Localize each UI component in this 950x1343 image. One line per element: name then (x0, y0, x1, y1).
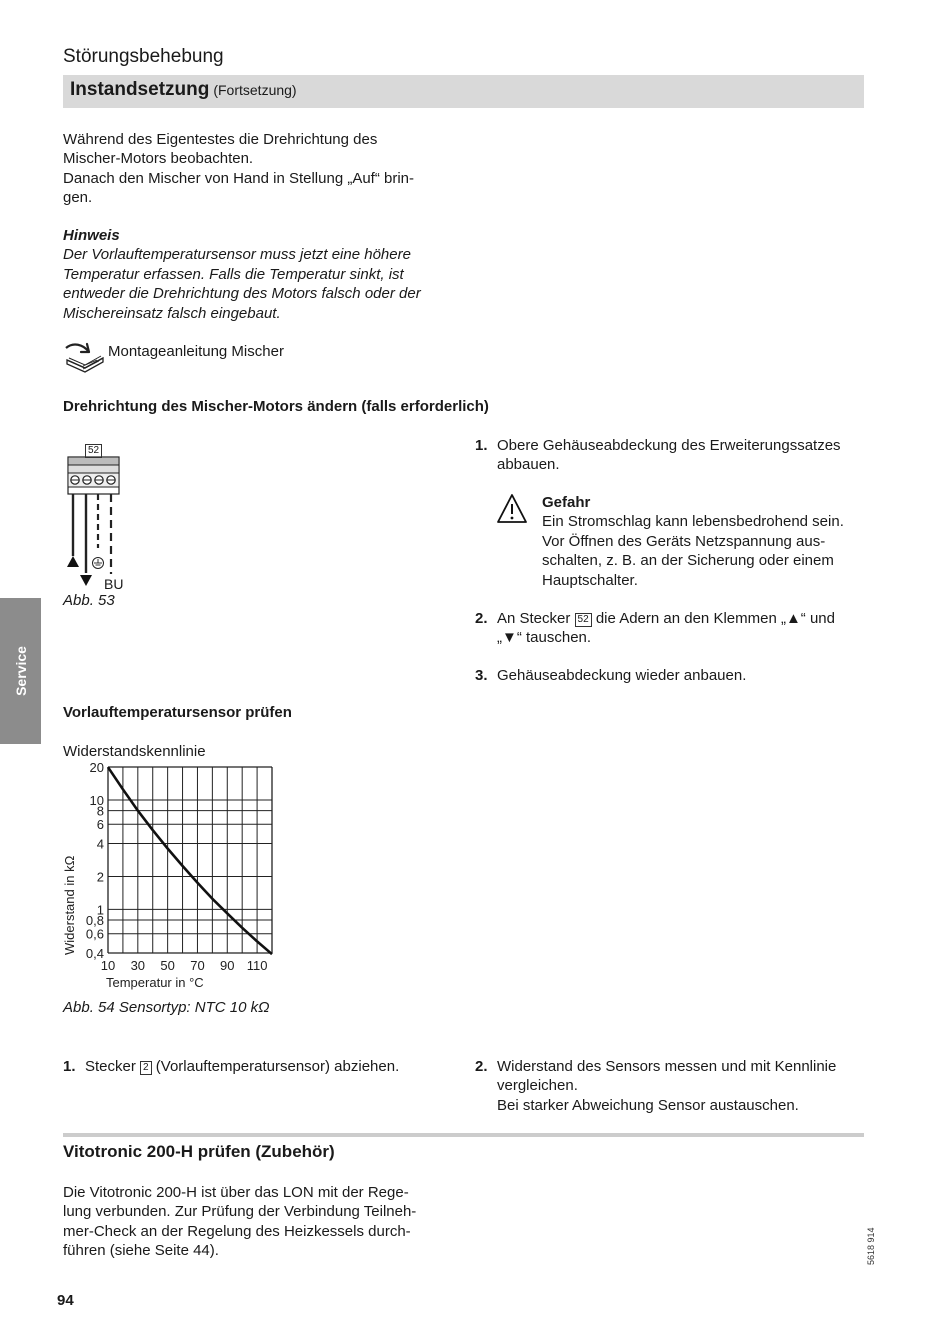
intro-line: Danach den Mischer von Hand in Stellung „Auf“ brin- (63, 169, 415, 187)
step-text (497, 609, 835, 628)
resistance-curve (108, 767, 272, 954)
danger-line: Vor Öffnen des Geräts Netzspannung aus- (542, 532, 826, 550)
motor-section-heading: Drehrichtung des Mischer-Motors ändern (falls erforderlich) (63, 398, 489, 415)
x-tick-label: 50 (160, 958, 175, 973)
step-text: Bei starker Abweichung Sensor austauschen. (497, 1096, 799, 1114)
resistance-chart (55, 758, 295, 1003)
page-heading-bar (63, 75, 864, 108)
step-text: „▼“ tauschen. (497, 629, 592, 647)
y-tick-label: 20 (89, 760, 104, 775)
resistance-chart-svg (55, 758, 295, 998)
figure-54-caption: Abb. 54 Sensortyp: NTC 10 kΩ (63, 999, 270, 1016)
plug-number: 52 (85, 444, 102, 458)
x-tick-label: 110 (246, 958, 268, 973)
danger-title: Gefahr (542, 494, 591, 511)
x-tick-label: 30 (130, 958, 146, 973)
page-heading (70, 79, 297, 101)
page-heading-suffix: (Fortsetzung) (213, 82, 297, 98)
page-heading-title: Instandsetzung (70, 79, 210, 100)
vitotronic-heading: Vitotronic 200-H prüfen (Zubehör) (63, 1142, 335, 1161)
danger-block (542, 493, 872, 590)
x-tick-label: 10 (100, 958, 116, 973)
hint-label: Hinweis (63, 227, 120, 244)
y-tick-label: 10 (89, 792, 104, 808)
x-tick-label: 90 (220, 958, 235, 973)
x-tick-label: 70 (190, 958, 205, 973)
y-tick-label: 6 (96, 817, 104, 833)
step-text (85, 1057, 399, 1076)
plug-number-label (85, 441, 102, 459)
intro-line: Während des Eigentestes die Drehrichtung des (63, 131, 378, 148)
step-number: 2. (475, 610, 488, 627)
vitotronic-paragraph (63, 1183, 453, 1261)
step-text: Widerstand des Sensors messen und mit Kennlinie (497, 1058, 837, 1075)
intro-paragraph (63, 130, 453, 208)
y-tick-label: 8 (96, 803, 104, 819)
vitotronic-line: mer-Check an der Regelung des Heizkessels durch- (63, 1222, 411, 1240)
hint-line: entweder die Drehrichtung des Motors falsch oder der (63, 285, 421, 303)
y-tick-label: 0,8 (85, 913, 104, 929)
y-tick-label: 4 (96, 836, 104, 852)
step-number: 1. (475, 437, 488, 454)
y-tick-label: 2 (96, 869, 104, 885)
plug-number: 2 (140, 1061, 152, 1075)
document-number: 5618 914 (866, 1227, 876, 1265)
y-tick-label: 0,4 (85, 946, 104, 961)
hint-line: Der Vorlauftemperatursensor muss jetzt eine höhere (63, 246, 411, 264)
manual-reference-text: Montageanleitung Mischer (108, 343, 284, 360)
y-tick-label: 1 (96, 902, 104, 918)
step-text: Gehäuseabdeckung wieder anbauen. (497, 667, 747, 684)
wire-color-label: BU (104, 576, 124, 592)
chart-title: Widerstandskennlinie (63, 743, 206, 760)
hint-block (63, 226, 463, 323)
y-tick-label: 0,6 (85, 926, 104, 942)
vitotronic-line: Die Vitotronic 200-H ist über das LON mit der Rege- (63, 1184, 409, 1201)
step-text-pre: Stecker (85, 1058, 136, 1075)
manual-book-icon (63, 338, 107, 381)
step-text-pre: An Stecker (497, 610, 571, 627)
intro-line: Mischer-Motors beobachten. (63, 150, 254, 168)
sensor-section-heading: Vorlauftemperatursensor prüfen (63, 704, 292, 721)
danger-line: schalten, z. B. an der Sicherung oder einem (542, 552, 834, 570)
page-number: 94 (57, 1292, 74, 1309)
danger-line: Hauptschalter. (542, 571, 638, 589)
plug-number: 52 (575, 613, 592, 627)
section-divider (63, 1133, 864, 1137)
step-text: vergleichen. (497, 1077, 578, 1095)
danger-line: Ein Stromschlag kann lebensbedrohend sein. (542, 513, 844, 531)
vitotronic-line: lung verbunden. Zur Prüfung der Verbindung Teilneh- (63, 1203, 417, 1221)
step-text: Obere Gehäuseabdeckung des Erweiterungssatzes (497, 437, 841, 454)
step-text: abbauen. (497, 456, 560, 474)
warning-triangle-icon (496, 493, 528, 530)
step-text-post: die Adern an den Klemmen „▲“ und (595, 610, 835, 627)
x-axis-label: Temperatur in °C (106, 975, 204, 990)
hint-line: Mischereinsatz falsch eingebaut. (63, 304, 281, 322)
step-number: 3. (475, 667, 488, 684)
figure-53-caption: Abb. 53 (63, 592, 115, 609)
section-title: Störungsbehebung (63, 46, 224, 67)
side-tab-label: Service (12, 646, 29, 696)
side-tab-service (0, 598, 41, 744)
y-axis-label: Widerstand in kΩ (62, 855, 77, 955)
step-text-post: (Vorlauftemperatursensor) abziehen. (155, 1058, 400, 1075)
step-number: 1. (63, 1058, 76, 1075)
step-number: 2. (475, 1058, 488, 1075)
vitotronic-line: führen (siehe Seite 44). (63, 1242, 219, 1260)
hint-line: Temperatur erfassen. Falls die Temperatur sinkt, ist (63, 265, 404, 283)
intro-line: gen. (63, 189, 93, 207)
